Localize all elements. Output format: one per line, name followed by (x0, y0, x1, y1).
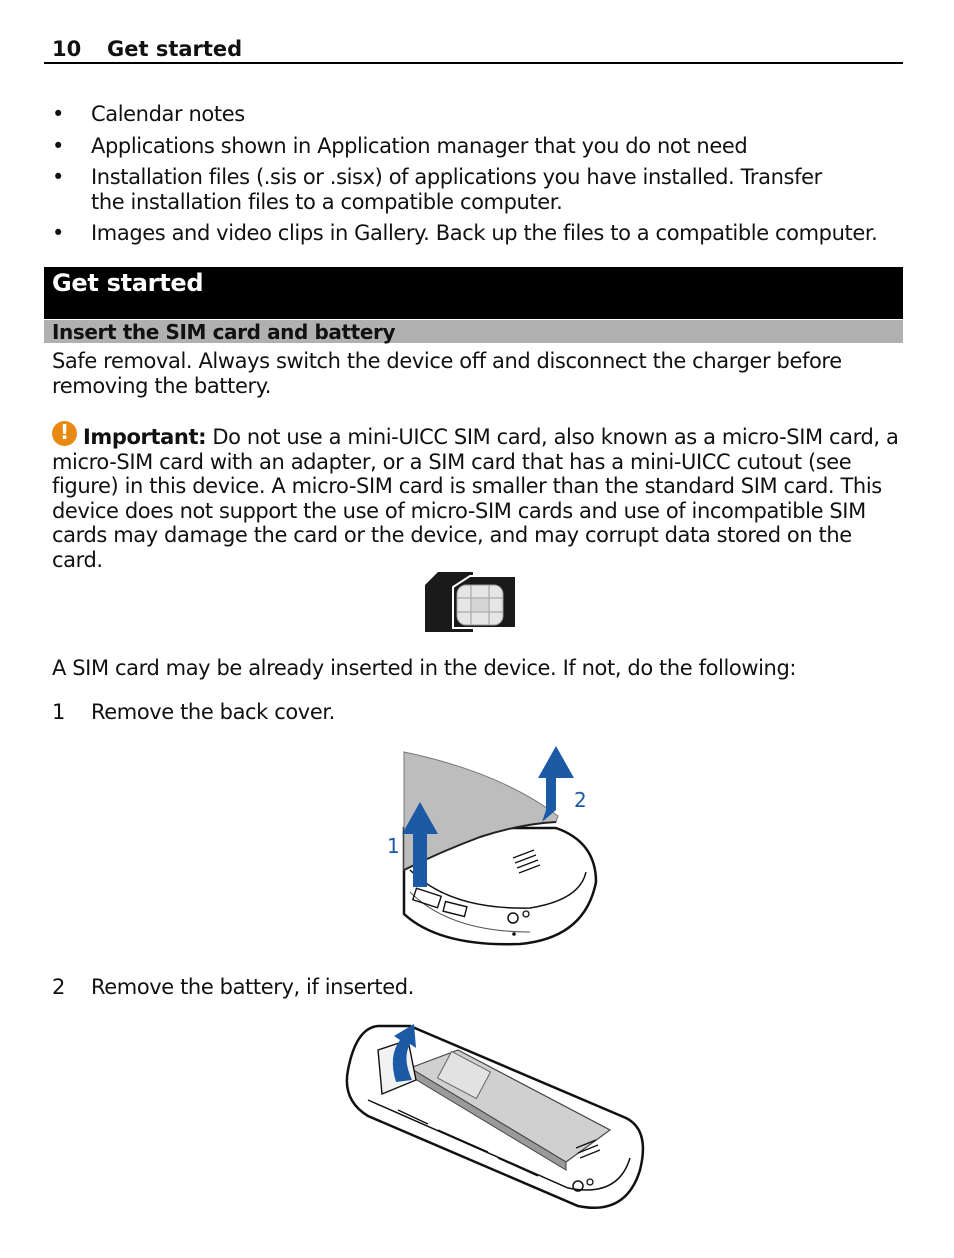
sim-card-figure (424, 571, 521, 633)
page-header (44, 36, 903, 64)
subsection-heading (44, 320, 903, 343)
callout-2: 2 (574, 788, 587, 812)
running-title: Get started (107, 37, 243, 61)
important-note (52, 425, 902, 572)
remove-battery-figure (338, 1020, 650, 1214)
subsection-title: Insert the SIM card and battery (52, 320, 396, 344)
step-number: 1 (52, 700, 65, 724)
list-item: Applications shown in Application manager that you do not need (91, 134, 748, 158)
important-text: Do not use a mini-UICC SIM card, also known as a micro-SIM card, a micro-SIM card with an adapter, or a SIM card that has a mini-UICC cutout (see figure) in this device. A micro-SIM card is smaller than the standard SIM card. This device does not support the use of micro-SIM cards and use of incompatible SIM cards may damage the card or the device, and may corrupt data stored on the card. (52, 425, 899, 572)
step-text: Remove the back cover. (91, 700, 335, 724)
sim-intro-paragraph: A SIM card may be already inserted in the device. If not, do the following: (52, 656, 797, 680)
bullet-marker: • (52, 165, 65, 189)
page-number: 10 (52, 37, 82, 61)
warning-icon: ! (52, 421, 77, 446)
step-text: Remove the battery, if inserted. (91, 975, 414, 999)
section-heading (44, 267, 903, 319)
list-item: Installation files (.sis or .sisx) of applications you have installed. Transfer the installation files to a compatible computer. (91, 165, 822, 214)
important-label: Important: (83, 425, 207, 449)
list-item: Calendar notes (91, 102, 245, 126)
bullet-marker: • (52, 102, 65, 126)
section-title: Get started (52, 269, 204, 297)
step-number: 2 (52, 975, 65, 999)
remove-back-cover-figure (380, 742, 605, 950)
list-item: Images and video clips in Gallery. Back up the files to a compatible computer. (91, 221, 878, 245)
bullet-marker: • (52, 134, 65, 158)
bullet-marker: • (52, 221, 65, 245)
safe-removal-paragraph: Safe removal. Always switch the device off and disconnect the charger before removing the battery. (52, 349, 842, 398)
callout-1: 1 (387, 834, 400, 858)
